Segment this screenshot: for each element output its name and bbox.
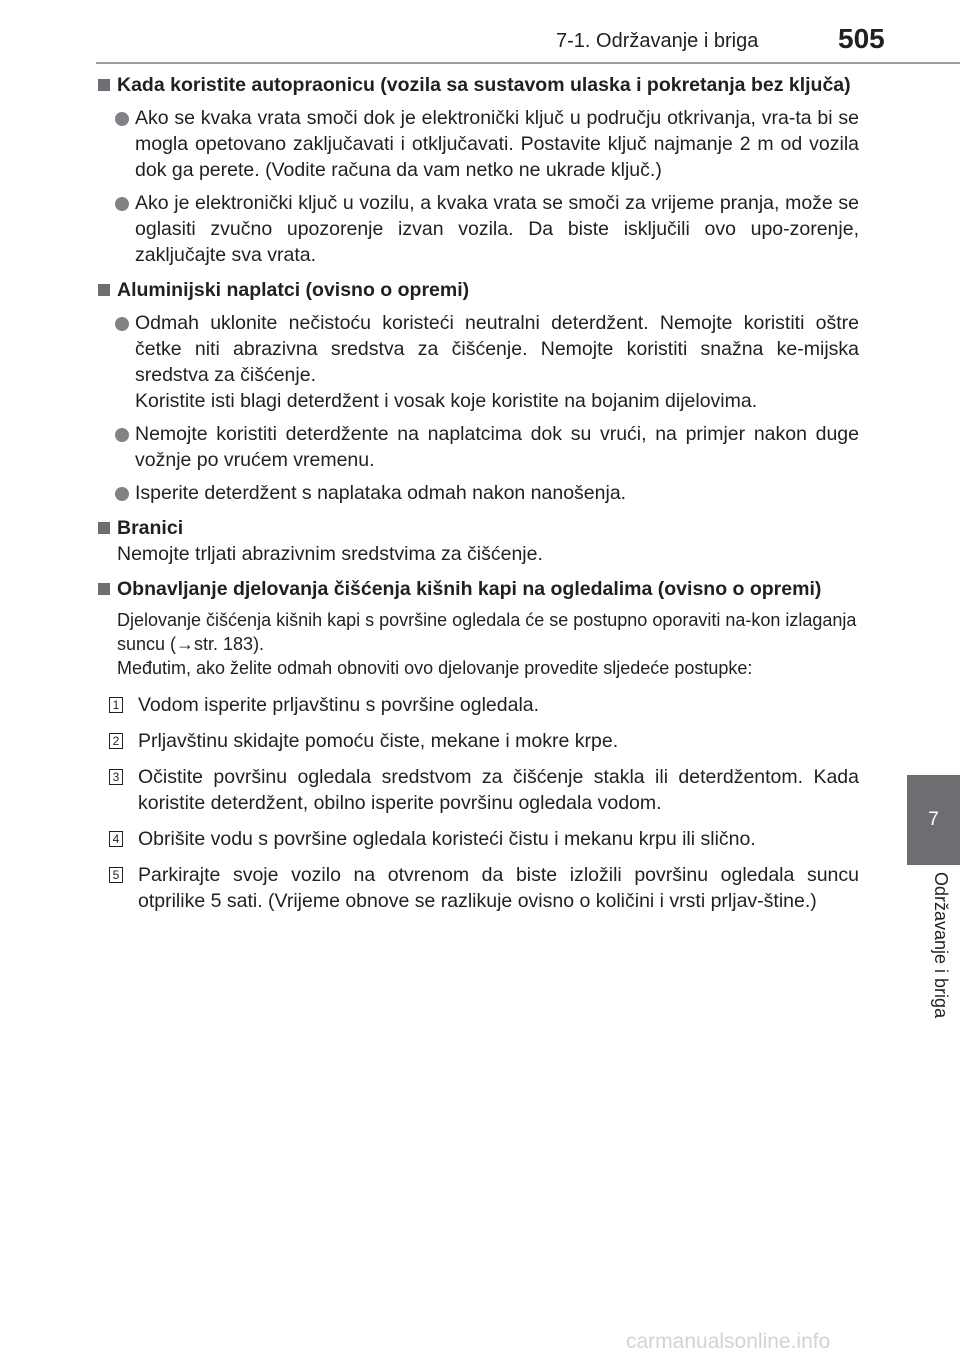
page-content xyxy=(96,72,859,924)
heading-text: Kada koristite autopraonicu (vozila sa sustavom ulaska i pokretanja bez ključa) xyxy=(117,74,851,96)
list-item xyxy=(96,480,859,506)
section-heading xyxy=(96,72,859,98)
section-heading xyxy=(96,277,859,303)
list-item-text: Odmah uklonite nečistoću koristeći neutralni deterdžent. Nemojte koristiti oštre četke niti abrazivna sredstva za čišćenje. Nemojte koristiti snažna ke-mijska sredstva za čišćenje. xyxy=(135,312,859,386)
step-text: Očistite površinu ogledala sredstvom za čišćenje stakla ili deterdžentom. Kada koristite deterdžent, obilno isperite površinu ogledala vodom. xyxy=(138,766,859,814)
square-bullet-icon xyxy=(98,522,110,534)
watermark: carmanualsonline.info xyxy=(626,1330,831,1353)
step-item xyxy=(96,692,859,718)
step-number: 2 xyxy=(109,733,123,749)
chapter-tab: 7 xyxy=(907,775,960,865)
square-bullet-icon xyxy=(98,583,110,595)
header-divider xyxy=(96,62,960,64)
heading-text: Aluminijski naplatci (ovisno o opremi) xyxy=(117,279,470,301)
square-bullet-icon xyxy=(98,284,110,296)
list-item-text: Ako je elektronički ključ u vozilu, a kvaka vrata se smoči za vrijeme pranja, može se oglasiti zvučno upozorenje izvan vozila. Da biste isključili ovo upo-zorenje, zaključajte sva vrata. xyxy=(135,192,859,266)
section-heading xyxy=(96,515,859,541)
list-item xyxy=(96,190,859,268)
section-text xyxy=(96,608,859,680)
circle-bullet-icon xyxy=(115,112,129,126)
step-text: Parkirajte svoje vozilo na otvrenom da biste izložili površinu ogledala suncu otprilike 5 sati. (Vrijeme obnove se razlikuje ovisno o količini i vrsti prljav-štine.) xyxy=(138,864,859,912)
list-item xyxy=(96,421,859,473)
header-section-title: 7-1. Održavanje i briga xyxy=(556,30,759,52)
step-number: 1 xyxy=(109,697,123,713)
step-item xyxy=(96,826,859,852)
heading-text: Branici xyxy=(117,517,184,539)
list-item xyxy=(96,310,859,414)
list-item-extra-text: Koristite isti blagi deterdžent i vosak koje koristite na bojanim dijelovima. xyxy=(135,390,758,412)
step-item xyxy=(96,728,859,754)
step-number: 4 xyxy=(109,831,123,847)
step-item xyxy=(96,862,859,914)
section-text-line: Djelovanje čišćenja kišnih kapi s površine ogledala će se postupno oporaviti na-kon izlaganja suncu (→str. 183). xyxy=(117,610,857,654)
list-item-text: Ako se kvaka vrata smoči dok je elektronički ključ u području otkrivanja, vra-ta bi se mogla opetovano zaključavati i otključavati. Postavite ključ najmanje 2 m od vozila dok ga perete. (Vodite računa da vam netko ne ukrade ključ.) xyxy=(135,107,859,181)
section-mirror-coating xyxy=(96,576,859,914)
heading-text: Obnavljanje djelovanja čišćenja kišnih kapi na ogledalima (ovisno o opremi) xyxy=(117,578,822,600)
step-number: 3 xyxy=(109,769,123,785)
step-text: Vodom isperite prljavštinu s površine ogledala. xyxy=(138,694,540,716)
page-header xyxy=(0,0,960,66)
step-item xyxy=(96,764,859,816)
step-number: 5 xyxy=(109,867,123,883)
list-item-text: Nemojte koristiti deterdžente na naplatcima dok su vrući, na primjer nakon duge vožnje po vrućem vremenu. xyxy=(135,423,859,471)
step-text: Obrišite vodu s površine ogledala koristeći čistu i mekanu krpu ili slično. xyxy=(138,828,756,850)
chapter-label: Održavanje i briga xyxy=(931,872,951,1019)
circle-bullet-icon xyxy=(115,428,129,442)
section-text-line: Međutim, ako želite odmah obnoviti ovo djelovanje provedite sljedeće postupke: xyxy=(117,658,753,678)
section-heading xyxy=(96,576,859,602)
steps-list xyxy=(96,692,859,914)
section-text: Nemojte trljati abrazivnim sredstvima za čišćenje. xyxy=(117,543,543,565)
circle-bullet-icon xyxy=(115,197,129,211)
section-aluminum-wheels xyxy=(96,277,859,506)
page-number: 505 xyxy=(838,23,885,54)
list-item xyxy=(96,105,859,183)
circle-bullet-icon xyxy=(115,487,129,501)
list-item-text: Isperite deterdžent s naplataka odmah nakon nanošenja. xyxy=(135,482,627,504)
section-car-wash xyxy=(96,72,859,268)
circle-bullet-icon xyxy=(115,317,129,331)
section-bumpers xyxy=(96,515,859,567)
step-text: Prljavštinu skidajte pomoću čiste, mekane i mokre krpe. xyxy=(138,730,619,752)
square-bullet-icon xyxy=(98,79,110,91)
